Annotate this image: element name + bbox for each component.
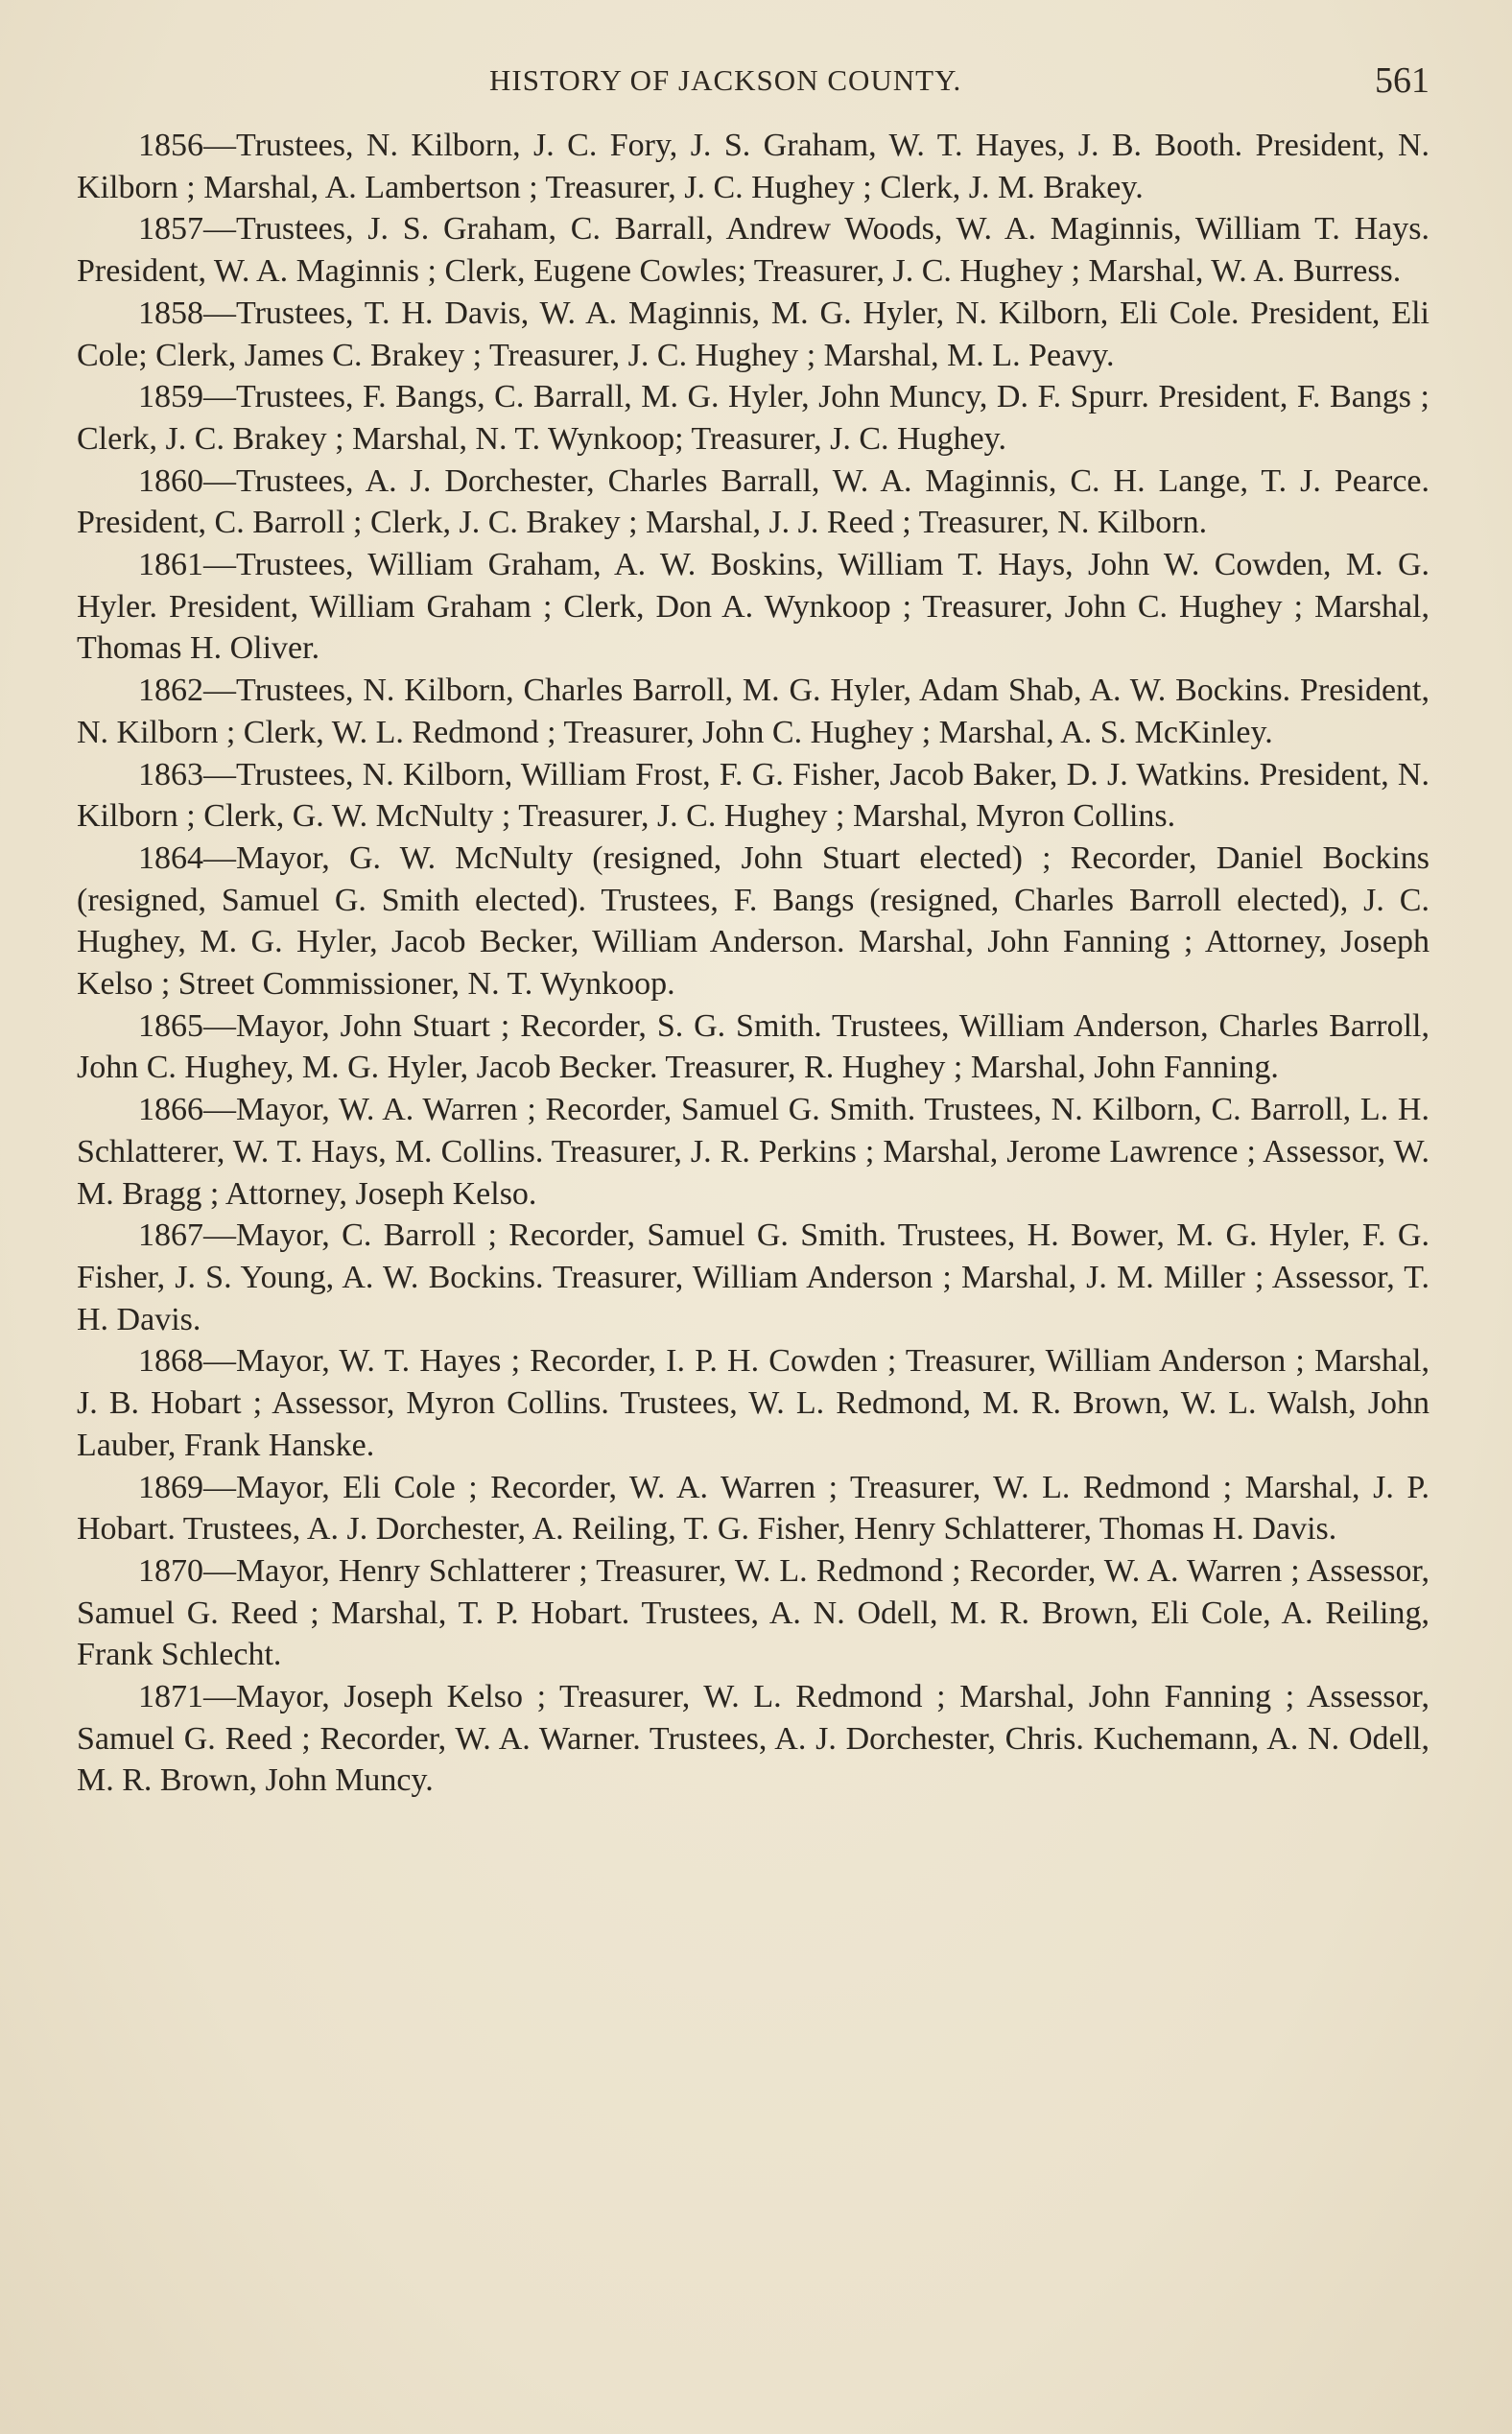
entry-1860: 1860—Trustees, A. J. Dorchester, Charles Barrall, W. A. Maginnis, C. H. Lange, T. J. Pearce. President, C. Barroll ; Clerk, J. C. Brakey ; Marshal, J. J. Reed ; Treasurer, N. Kilborn. — [77, 462, 1429, 541]
entry-1856: 1856—Trustees, N. Kilborn, J. C. Fory, J. S. Graham, W. T. Hayes, J. B. Booth. President, N. Kilborn ; Marshal, A. Lambertson ; Treasurer, J. C. Hughey ; Clerk, J. M. Brakey. — [77, 128, 1429, 205]
page-number: 561 — [1375, 60, 1429, 101]
entry-1871: 1871—Mayor, Joseph Kelso ; Treasurer, W. L. Redmond ; Marshal, John Fanning ; Assessor, Samuel G. Reed ; Recorder, W. A. Warner. Trustees, A. J. Dorchester, Chris. Kuchemann, A. N. Odell, M. R. Brown, John Muncy. — [77, 1679, 1429, 1799]
entry-1868: 1868—Mayor, W. T. Hayes ; Recorder, I. P. H. Cowden ; Treasurer, William Anderson ; Marshal, J. B. Hobart ; Assessor, Myron Collins. Trustees, W. L. Redmond, M. R. Brown, W. L. Walsh, John Lauber, Frank Hanske. — [77, 1343, 1429, 1463]
entry-1869: 1869—Mayor, Eli Cole ; Recorder, W. A. Warren ; Treasurer, W. L. Redmond ; Marshal, J. P. Hobart. Trustees, A. J. Dorchester, A. Reiling, T. G. Fisher, Henry Schlatterer, Thomas H. Davis. — [77, 1469, 1429, 1548]
entry-1861: 1861—Trustees, William Graham, A. W. Boskins, William T. Hays, John W. Cowden, M. G. Hyler. President, William Graham ; Clerk, Don A. Wynkoop ; Treasurer, John C. Hughey ; Marshal, Thomas H. Oliver. — [77, 547, 1429, 667]
body-text — [77, 125, 1429, 1802]
entry-1857: 1857—Trustees, J. S. Graham, C. Barrall, Andrew Woods, W. A. Maginnis, William T. Hays. President, W. A. Maginnis ; Clerk, Eugene Cowles; Treasurer, J. C. Hughey ; Marshal, W. A. Burress. — [77, 211, 1429, 290]
book-page — [77, 48, 1429, 1802]
entry-1863: 1863—Trustees, N. Kilborn, William Frost, F. G. Fisher, Jacob Baker, D. J. Watkins. President, N. Kilborn ; Clerk, G. W. McNulty ; Treasurer, J. C. Hughey ; Marshal, Myron Collins. — [77, 756, 1429, 835]
page-header — [77, 48, 1429, 115]
entry-1858: 1858—Trustees, T. H. Davis, W. A. Maginnis, M. G. Hyler, N. Kilborn, Eli Cole. President, Eli Cole; Clerk, James C. Brakey ; Treasurer, J. C. Hughey ; Marshal, M. L. Peavy. — [77, 295, 1429, 373]
entry-1867: 1867—Mayor, C. Barroll ; Recorder, Samuel G. Smith. Trustees, H. Bower, M. G. Hyler, F. G. Fisher, J. S. Young, A. W. Bockins. Treasurer, William Anderson ; Marshal, J. M. Miller ; Assessor, T. H. Davis. — [77, 1217, 1429, 1337]
entry-1866: 1866—Mayor, W. A. Warren ; Recorder, Samuel G. Smith. Trustees, N. Kilborn, C. Barroll, L. H. Schlatterer, W. T. Hays, M. Collins. Treasurer, J. R. Perkins ; Marshal, Jerome Lawrence ; Assessor, W. M. Bragg ; Attorney, Joseph Kelso. — [77, 1092, 1429, 1212]
running-head: HISTORY OF JACKSON COUNTY. — [489, 63, 962, 97]
entry-1870: 1870—Mayor, Henry Schlatterer ; Treasurer, W. L. Redmond ; Recorder, W. A. Warren ; Assessor, Samuel G. Reed ; Marshal, T. P. Hobart. Trustees, A. N. Odell, M. R. Brown, Eli Cole, A. Reiling, Frank Schlecht. — [77, 1552, 1429, 1673]
entry-1859: 1859—Trustees, F. Bangs, C. Barrall, M. G. Hyler, John Muncy, D. F. Spurr. President, F. Bangs ; Clerk, J. C. Brakey ; Marshal, N. T. Wynkoop; Treasurer, J. C. Hughey. — [77, 379, 1429, 457]
entry-1865: 1865—Mayor, John Stuart ; Recorder, S. G. Smith. Trustees, William Anderson, Charles Barroll, John C. Hughey, M. G. Hyler, Jacob Becker. Treasurer, R. Hughey ; Marshal, John Fanning. — [77, 1007, 1429, 1086]
entry-1864: 1864—Mayor, G. W. McNulty (resigned, John Stuart elected) ; Recorder, Daniel Bockins (resigned, Samuel G. Smith elected). Trustees, F. Bangs (resigned, Charles Barroll elected), J. C. Hughey, M. G. Hyler, Jacob Becker, William Anderson. Marshal, John Fanning ; Attorney, Joseph Kelso ; Street Commissioner, N. T. Wynkoop. — [77, 839, 1429, 1003]
entry-1862: 1862—Trustees, N. Kilborn, Charles Barroll, M. G. Hyler, Adam Shab, A. W. Bockins. President, N. Kilborn ; Clerk, W. L. Redmond ; Treasurer, John C. Hughey ; Marshal, A. S. McKinley. — [77, 673, 1429, 750]
